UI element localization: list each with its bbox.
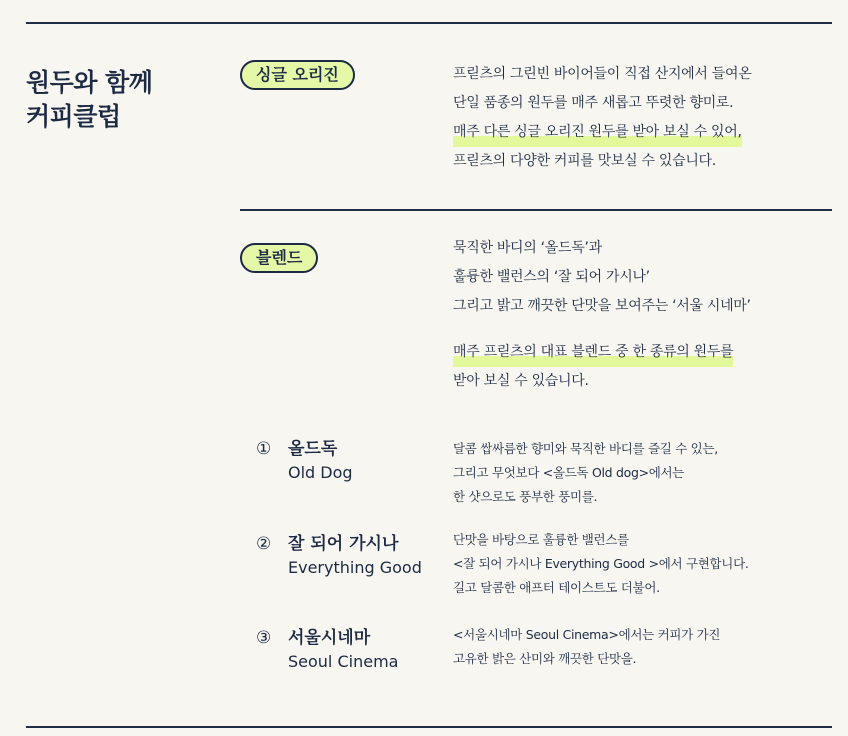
- item-number: ③: [256, 628, 272, 648]
- blend-highlight-description: [453, 338, 733, 396]
- item-name: 잘 되어 가시나: [288, 534, 399, 554]
- single-origin-description: [453, 60, 751, 176]
- heading-line-1: 원두와 함께: [26, 68, 153, 97]
- desc-line: 단맛을 바탕으로 훌륭한 밸런스를: [453, 532, 629, 547]
- single-line-4: 프릳츠의 다양한 커피를 맛보실 수 있습니다.: [453, 153, 716, 169]
- heading-line-2: 커피클럽: [26, 102, 121, 131]
- blend-item-old-dog: [256, 437, 353, 485]
- blend-highlight-line-1: 매주 프릳츠의 대표 블렌드 중 한 종류의 원두를: [453, 338, 733, 367]
- top-divider: [26, 22, 832, 24]
- blend-line-3: 그리고 밝고 깨끗한 단맛을 보여주는 ‘서울 시네마’: [453, 298, 751, 314]
- single-line-1: 프릳츠의 그린빈 바이어들이 직접 산지에서 들여온: [453, 66, 752, 82]
- section-heading: [26, 66, 152, 134]
- blend-line-2: 훌륭한 밸런스의 ‘잘 되어 가시나’: [453, 269, 650, 285]
- desc-line: 그리고 무엇보다 <올드독 Old dog>에서는: [453, 465, 685, 480]
- bottom-divider: [26, 726, 832, 728]
- item-number: ①: [256, 439, 272, 459]
- item-name: 서울시네마: [288, 628, 371, 648]
- blend-highlight-line-2: 받아 보실 수 있습니다.: [453, 373, 589, 389]
- blend-description: [453, 234, 751, 321]
- desc-line: 한 샷으로도 풍부한 풍미를.: [453, 489, 598, 504]
- item-name-en: Seoul Cinema: [288, 652, 399, 671]
- desc-line: <서울시네마 Seoul Cinema>에서는 커피가 가진: [453, 627, 721, 642]
- item-name: 올드독: [288, 439, 338, 459]
- single-line-3-highlight: 매주 다른 싱글 오리진 원두를 받아 보실 수 있어,: [453, 118, 742, 147]
- desc-line: 달콤 쌉싸름한 향미와 묵직한 바디를 즐길 수 있는,: [453, 441, 718, 456]
- blend-line-1: 묵직한 바디의 ‘올드독’과: [453, 240, 602, 256]
- blend-item-seoul-cinema: [256, 626, 398, 674]
- item-name-en: Old Dog: [288, 463, 353, 482]
- item-name-en: Everything Good: [288, 558, 422, 577]
- single-origin-badge: 싱글 오리진: [240, 60, 355, 90]
- item-description-seoul-cinema: [453, 623, 720, 671]
- item-description-everything-good: [453, 528, 749, 600]
- blend-item-everything-good: [256, 532, 422, 580]
- desc-line: 고유한 밝은 산미와 깨끗한 단맛을.: [453, 651, 637, 666]
- desc-line: <잘 되어 가시나 Everything Good >에서 구현합니다.: [453, 556, 749, 571]
- middle-divider: [240, 209, 832, 211]
- blend-badge: 블렌드: [240, 243, 318, 273]
- desc-line: 길고 달콤한 애프터 테이스트도 더불어.: [453, 580, 660, 595]
- item-number: ②: [256, 534, 272, 554]
- item-description-old-dog: [453, 437, 718, 509]
- single-line-2: 단일 품종의 원두를 매주 새롭고 뚜렷한 향미로.: [453, 95, 734, 111]
